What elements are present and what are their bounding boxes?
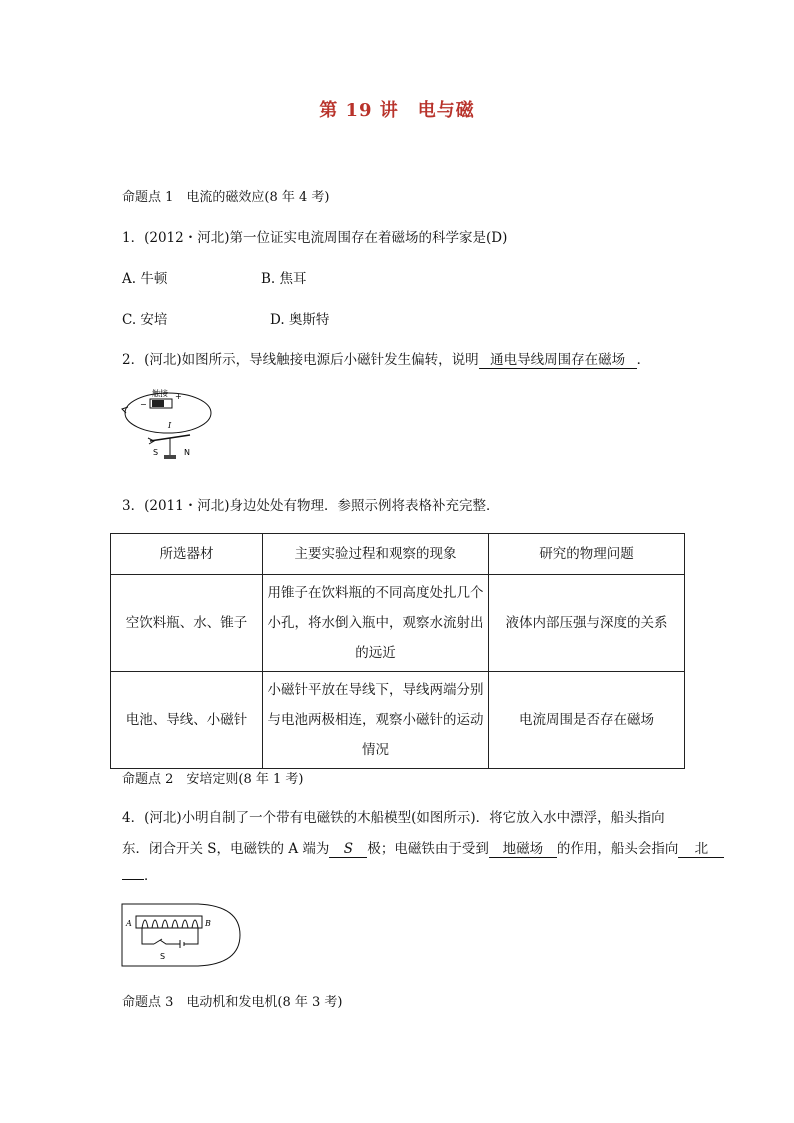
q2-stem-before: 2．(河北)如图所示，导线触接电源后小磁针发生偏转，说明: [122, 352, 479, 368]
question-4-line-1: 4．(河北)小明自制了一个带有电磁铁的木船模型(如图所示)．将它放入水中漂浮，船头指向: [122, 810, 665, 826]
q4-answer-3: 北: [678, 842, 724, 858]
table-row: [111, 575, 685, 672]
q2-label-n: N: [184, 448, 190, 457]
circuit-icon: [142, 928, 198, 948]
table-header-cell: 主要实验过程和观察的现象: [263, 534, 489, 575]
q4-figure: [120, 902, 242, 968]
table-header-cell: 研究的物理问题: [489, 534, 685, 575]
table-row: [111, 672, 685, 769]
q3-table: [110, 533, 685, 769]
q1-option-d: D. 奥斯特: [270, 312, 330, 328]
boat-icon: [122, 904, 240, 966]
table-cell: 电池、导线、小磁针: [111, 672, 263, 769]
question-1-stem: 1．(2012・河北)第一位证实电流周围存在着磁场的科学家是(D): [122, 230, 508, 246]
q1-option-a: A. 牛顿: [122, 271, 168, 287]
q4-label-s: S: [160, 952, 166, 961]
table-header-row: [111, 534, 685, 575]
table-cell: 用锥子在饮料瓶的不同高度处扎几个小孔，将水倒入瓶中，观察水流射出的远近: [263, 575, 489, 672]
page-title: 第 19 讲 电与磁: [319, 100, 475, 121]
q1-option-b: B. 焦耳: [261, 271, 307, 287]
q4-answer-1: S: [329, 842, 367, 858]
question-2-stem: [122, 348, 650, 369]
q2-figure: [118, 383, 218, 465]
table-cell: 空饮料瓶、水、锥子: [111, 575, 263, 672]
question-4-line-2: [122, 837, 724, 858]
q4-text-b: 极；电磁铁由于受到: [367, 841, 489, 857]
switch-icon: [154, 939, 162, 944]
question-4-line-3: [122, 864, 158, 884]
section-heading-2: 命题点 2 安培定则(8 年 1 考): [122, 772, 304, 787]
q4-label-b: B: [205, 919, 211, 928]
q4-answer-3-continued: [122, 879, 144, 880]
q4-answer-2: 地磁场: [489, 842, 557, 858]
question-3-stem: 3．(2011・河北)身边处处有物理．参照示例将表格补充完整．: [122, 498, 500, 514]
q2-stem-after: ．: [636, 352, 651, 368]
q4-text-a: 东．闭合开关 S，电磁铁的 A 端为: [122, 841, 330, 857]
q1-option-c: C. 安培: [122, 312, 168, 328]
table-cell: 液体内部压强与深度的关系: [489, 575, 685, 672]
q4-text-end: ．: [144, 868, 158, 884]
section-heading-1: 命题点 1 电流的磁效应(8 年 4 考): [122, 190, 330, 205]
q2-label-touch: 触接: [152, 389, 168, 398]
q2-label-current: I: [168, 421, 172, 430]
q2-label-minus: −: [140, 400, 147, 409]
table-cell: 电流周围是否存在磁场: [489, 672, 685, 769]
q4-text-c: 的作用，船头会指向: [556, 841, 679, 857]
q4-label-a: A: [126, 919, 132, 928]
table-cell: 小磁针平放在导线下，导线两端分别与电池两极相连，观察小磁针的运动情况: [263, 672, 489, 769]
section-heading-3: 命题点 3 电动机和发电机(8 年 3 考): [122, 995, 343, 1010]
table-header-cell: 所选器材: [111, 534, 263, 575]
q2-label-s: S: [153, 448, 159, 457]
q2-answer: 通电导线周围存在磁场: [479, 353, 637, 369]
q2-label-plus: +: [175, 392, 182, 401]
